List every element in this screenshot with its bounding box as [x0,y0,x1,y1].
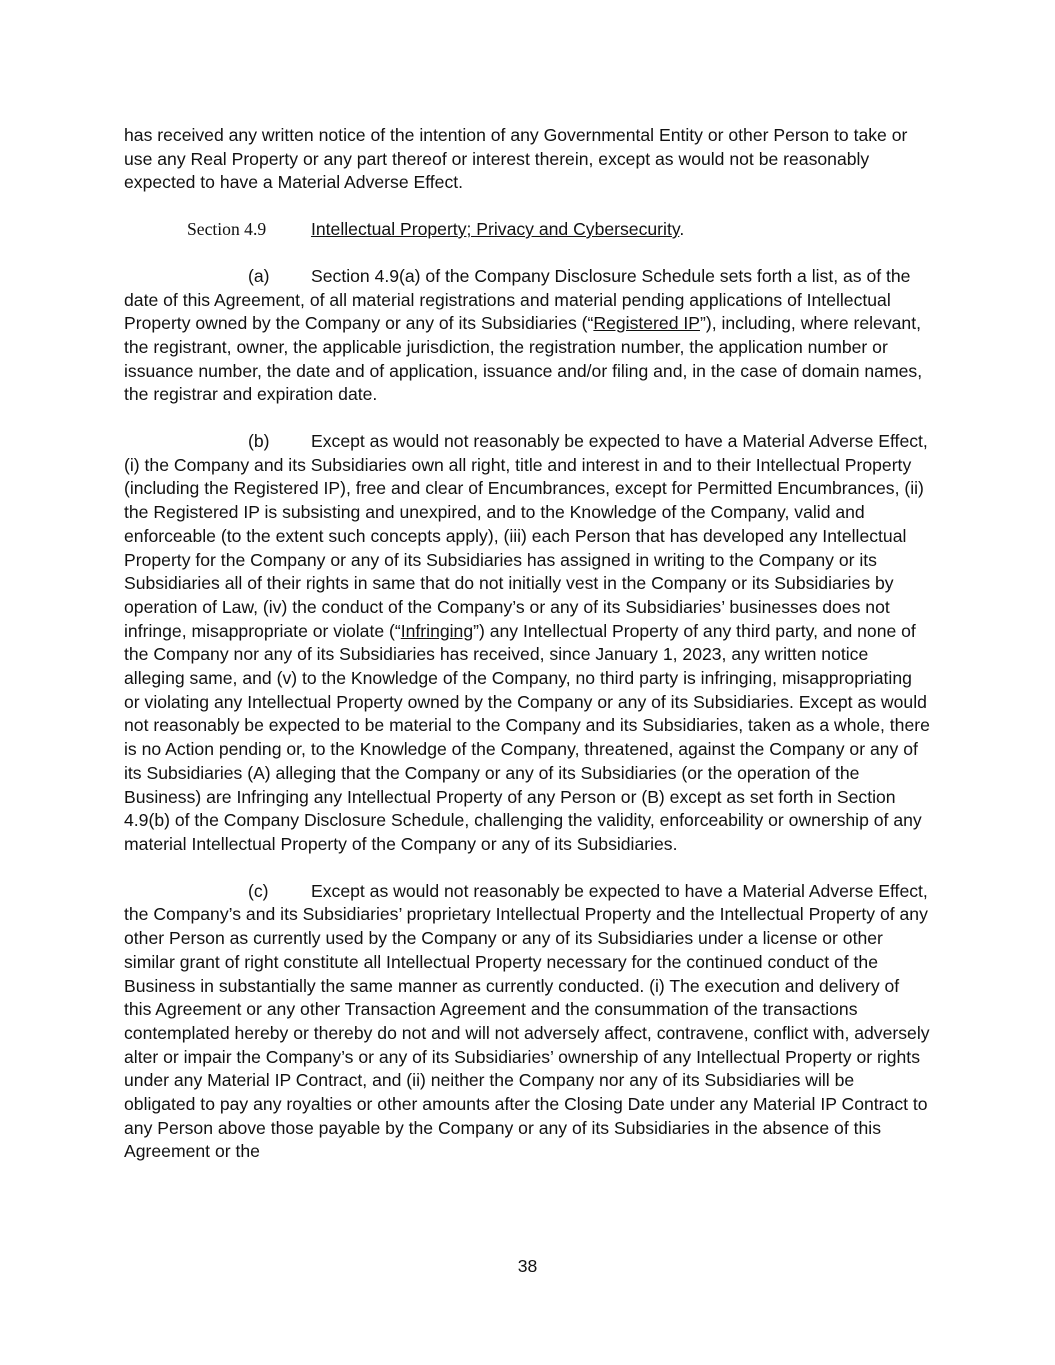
defined-term-infringing: Infringing [400,620,474,641]
paragraph-gap [124,242,930,265]
paragraph-gap [124,857,930,880]
section-number: Section 4.9 [187,219,267,240]
defined-term-registered-ip: Registered IP [593,313,700,334]
paragraph-a-text-2: ”), including, where relevant, the registrant, owner, the applicable jurisdiction, the registration number, the application number or issuance number, the date and of application, issuance and/or filing and, in the case of domain names, the registrar and expiration date. [124,313,923,405]
document-page [124,124,930,1164]
paragraph-b-label: (b) [248,431,270,452]
section-title-suffix: . [679,219,685,240]
section-heading [124,218,930,242]
paragraph-a [124,265,930,407]
paragraph-b-text-1: Except as would not reasonably be expected to have a Material Adverse Effect, (i) the Company and its Subsidiaries own all right, title and interest in and to their Intellectual Property (including the Registered IP), free and clear of Encumbrances, except for Permitted Encumbrances, (ii) the Registered IP is subsisting and unexpired, and to the Knowledge of the Company, valid and enforceable (to the extent such concepts apply), (iii) each Person that has developed any Intellectual Property for the Company or any of its Subsidiaries has assigned in writing to the Company or its Subsidiaries all of their rights in same that do not initially vest in the Company or its Subsidiaries by operation of Law, (iv) the conduct of the Company’s or any of its Subsidiaries’ businesses does not infringe, misappropriate or violate (“ [124,431,928,641]
paragraph-gap [124,195,930,218]
paragraph-b [124,430,930,857]
page-number: 38 [517,1256,538,1276]
section-title: Intellectual Property; Privacy and Cybersecurity [311,219,680,240]
paragraph-c-text: Except as would not reasonably be expected to have a Material Adverse Effect, the Company’s and its Subsidiaries’ proprietary Intellectual Property and the Intellectual Property of any other Person as currently used by the Company or any of its Subsidiaries under a license or other similar grant of right constitute all Intellectual Property necessary for the continued conduct of the Business in substantially the same manner as currently conducted. (i) The execution and delivery of this Agreement or any other Transaction Agreement and the consummation of the transactions contemplated hereby or thereby do not and will not adversely affect, contravene, conflict with, adversely alter or impair the Company’s or any of its Subsidiaries’ ownership of any Intellectual Property or rights under any Material IP Contract, and (ii) neither the Company nor any of its Subsidiaries will be obligated to pay any royalties or other amounts after the Closing Date under any Material IP Contract to any Person above those payable by the Company or any of its Subsidiaries in the absence of this Agreement or the [124,880,930,1162]
paragraph-c [124,880,930,1164]
paragraph-a-text-1: Section 4.9(a) of the Company Disclosure Schedule sets forth a list, as of the date of this Agreement, of all material registrations and material pending applications of Intellectual Property owned by the Company or any of its Subsidiaries (“ [124,265,911,334]
paragraph-c-label: (c) [248,880,269,901]
paragraph-gap [124,407,930,430]
paragraph-a-label: (a) [248,265,270,286]
intro-paragraph: has received any written notice of the intention of any Governmental Entity or other Person to take or use any Real Property or any part thereof or interest therein, except as would not be reasonably expected to have a Material Adverse Effect. [124,125,908,193]
paragraph-b-text-2: ”) any Intellectual Property of any third party, and none of the Company nor any of its Subsidiaries has received, since January 1, 2023, any written notice alleging same, and (v) to the Knowledge of the Company, no third party is infringing, misappropriating or violating any Intellectual Property owned by the Company or any of its Subsidiaries. Except as would not reasonably be expected to be material to the Company and its Subsidiaries, taken as a whole, there is no Action pending or, to the Knowledge of the Company, threatened, against the Company or any of its Subsidiaries (A) alleging that the Company or any of its Subsidiaries (or the operation of the Business) are Infringing any Intellectual Property of any Person or (B) except as set forth in Section 4.9(b) of the Company Disclosure Schedule, challenging the validity, enforceability or ownership of any material Intellectual Property of the Company or any of its Subsidiaries. [124,620,930,854]
